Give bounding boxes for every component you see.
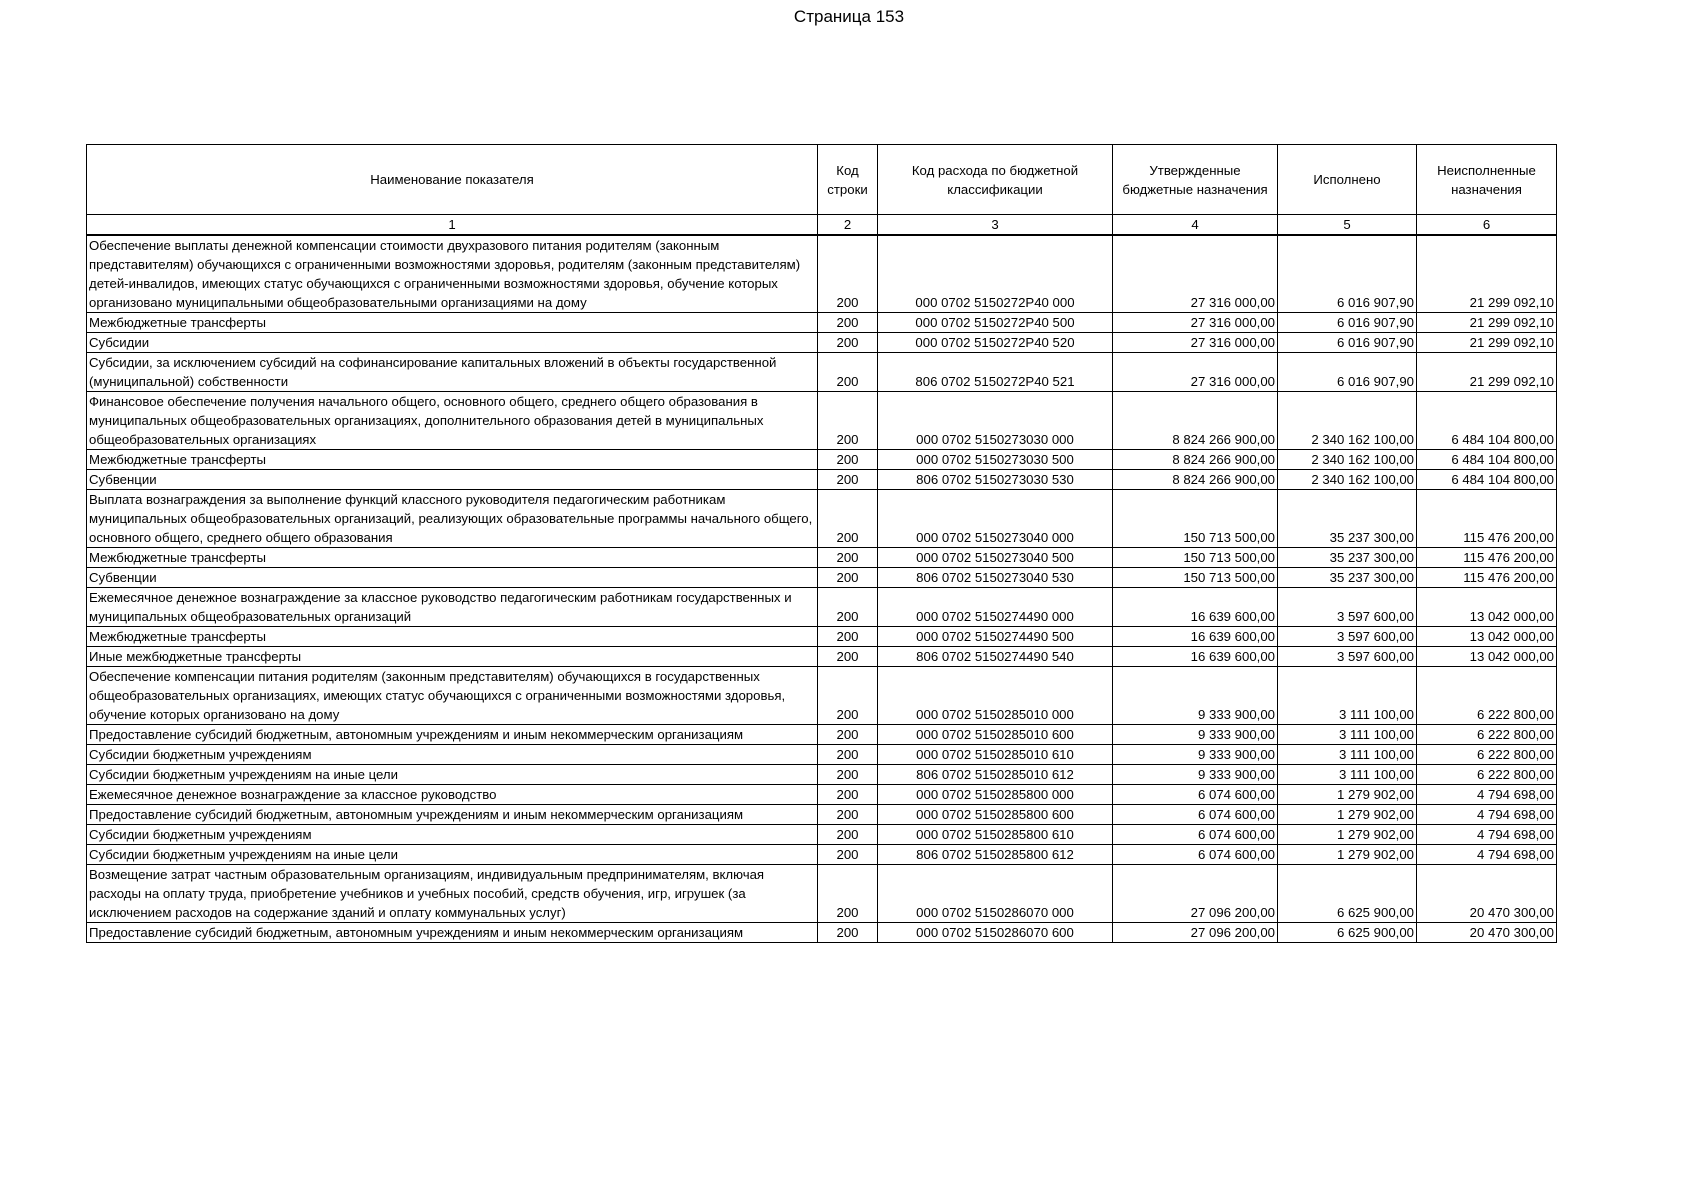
row-code: 200 <box>818 647 878 667</box>
row-unexecuted-amount: 4 794 698,00 <box>1417 785 1557 805</box>
row-code: 200 <box>818 825 878 845</box>
row-approved-amount: 6 074 600,00 <box>1113 845 1278 865</box>
row-unexecuted-amount: 115 476 200,00 <box>1417 568 1557 588</box>
row-budget-code: 806 0702 5150273030 530 <box>878 470 1113 490</box>
row-executed-amount: 3 597 600,00 <box>1278 627 1417 647</box>
table-row <box>87 490 1557 548</box>
row-unexecuted-amount: 6 484 104 800,00 <box>1417 450 1557 470</box>
row-code: 200 <box>818 568 878 588</box>
row-executed-amount: 1 279 902,00 <box>1278 805 1417 825</box>
table-row <box>87 845 1557 865</box>
row-budget-code: 000 0702 5150273040 500 <box>878 548 1113 568</box>
row-executed-amount: 6 016 907,90 <box>1278 333 1417 353</box>
row-code: 200 <box>818 765 878 785</box>
row-executed-amount: 6 016 907,90 <box>1278 235 1417 313</box>
row-approved-amount: 8 824 266 900,00 <box>1113 470 1278 490</box>
table-row <box>87 588 1557 627</box>
row-executed-amount: 6 016 907,90 <box>1278 353 1417 392</box>
row-approved-amount: 9 333 900,00 <box>1113 745 1278 765</box>
row-budget-code: 000 0702 5150285010 610 <box>878 745 1113 765</box>
page-title: Страница 153 <box>793 7 905 26</box>
row-executed-amount: 3 111 100,00 <box>1278 765 1417 785</box>
row-unexecuted-amount: 6 484 104 800,00 <box>1417 470 1557 490</box>
row-indicator-name: Предоставление субсидий бюджетным, автономным учреждениям и иным некоммерческим организациям <box>87 923 818 943</box>
row-executed-amount: 3 111 100,00 <box>1278 725 1417 745</box>
row-budget-code: 000 0702 5150285800 600 <box>878 805 1113 825</box>
column-number: 2 <box>818 215 878 236</box>
row-approved-amount: 16 639 600,00 <box>1113 588 1278 627</box>
row-budget-code: 000 0702 5150274490 000 <box>878 588 1113 627</box>
row-unexecuted-amount: 13 042 000,00 <box>1417 627 1557 647</box>
row-approved-amount: 6 074 600,00 <box>1113 825 1278 845</box>
row-budget-code: 000 0702 5150272P40 500 <box>878 313 1113 333</box>
row-indicator-name: Предоставление субсидий бюджетным, автономным учреждениям и иным некоммерческим организациям <box>87 805 818 825</box>
row-unexecuted-amount: 6 222 800,00 <box>1417 765 1557 785</box>
row-approved-amount: 16 639 600,00 <box>1113 627 1278 647</box>
row-unexecuted-amount: 6 222 800,00 <box>1417 745 1557 765</box>
row-executed-amount: 6 625 900,00 <box>1278 923 1417 943</box>
row-unexecuted-amount: 21 299 092,10 <box>1417 353 1557 392</box>
row-indicator-name: Межбюджетные трансферты <box>87 313 818 333</box>
row-approved-amount: 6 074 600,00 <box>1113 805 1278 825</box>
row-code: 200 <box>818 745 878 765</box>
budget-execution-table <box>86 144 1557 943</box>
row-budget-code: 000 0702 5150273030 500 <box>878 450 1113 470</box>
row-code: 200 <box>818 450 878 470</box>
row-approved-amount: 150 713 500,00 <box>1113 490 1278 548</box>
row-indicator-name: Субсидии, за исключением субсидий на софинансирование капитальных вложений в объекты государственной (муниципальной) собственности <box>87 353 818 392</box>
row-code: 200 <box>818 845 878 865</box>
column-number: 6 <box>1417 215 1557 236</box>
row-indicator-name: Субсидии бюджетным учреждениям на иные цели <box>87 845 818 865</box>
table-row <box>87 568 1557 588</box>
row-executed-amount: 35 237 300,00 <box>1278 490 1417 548</box>
table-row <box>87 785 1557 805</box>
row-indicator-name: Субсидии <box>87 333 818 353</box>
row-indicator-name: Субсидии бюджетным учреждениям <box>87 825 818 845</box>
column-number: 3 <box>878 215 1113 236</box>
table-row <box>87 450 1557 470</box>
row-indicator-name: Межбюджетные трансферты <box>87 548 818 568</box>
row-code: 200 <box>818 333 878 353</box>
header-row-code: Код строки <box>818 145 878 215</box>
column-number: 1 <box>87 215 818 236</box>
row-executed-amount: 3 597 600,00 <box>1278 647 1417 667</box>
row-unexecuted-amount: 115 476 200,00 <box>1417 490 1557 548</box>
header-approved: Утвержденные бюджетные назначения <box>1113 145 1278 215</box>
row-budget-code: 000 0702 5150285010 000 <box>878 667 1113 725</box>
row-budget-code: 806 0702 5150273040 530 <box>878 568 1113 588</box>
row-executed-amount: 3 597 600,00 <box>1278 588 1417 627</box>
row-indicator-name: Ежемесячное денежное вознаграждение за классное руководство <box>87 785 818 805</box>
row-code: 200 <box>818 548 878 568</box>
row-approved-amount: 9 333 900,00 <box>1113 667 1278 725</box>
header-executed: Исполнено <box>1278 145 1417 215</box>
row-indicator-name: Обеспечение компенсации питания родителям (законным представителям) обучающихся в государственных общеобразовательных организациях, имеющих статус обучающихся с ограниченными возможностями здоровья, обучение которых организовано на дому <box>87 667 818 725</box>
table-row <box>87 667 1557 725</box>
row-executed-amount: 1 279 902,00 <box>1278 845 1417 865</box>
table-row <box>87 470 1557 490</box>
row-executed-amount: 1 279 902,00 <box>1278 785 1417 805</box>
row-budget-code: 000 0702 5150285010 600 <box>878 725 1113 745</box>
row-indicator-name: Возмещение затрат частным образовательным организациям, индивидуальным предпринимателям, включая расходы на оплату труда, приобретение учебников и учебных пособий, средств обучения, игр, игрушек (за исключением расходов на содержание зданий и оплату коммунальных услуг) <box>87 865 818 923</box>
row-code: 200 <box>818 313 878 333</box>
table-row <box>87 865 1557 923</box>
row-approved-amount: 6 074 600,00 <box>1113 785 1278 805</box>
row-executed-amount: 3 111 100,00 <box>1278 745 1417 765</box>
row-code: 200 <box>818 725 878 745</box>
row-code: 200 <box>818 805 878 825</box>
table-row <box>87 392 1557 450</box>
table-row <box>87 725 1557 745</box>
header-indicator-name: Наименование показателя <box>87 145 818 215</box>
row-indicator-name: Субсидии бюджетным учреждениям <box>87 745 818 765</box>
row-executed-amount: 3 111 100,00 <box>1278 667 1417 725</box>
row-indicator-name: Субвенции <box>87 470 818 490</box>
row-budget-code: 000 0702 5150286070 000 <box>878 865 1113 923</box>
table-row <box>87 745 1557 765</box>
row-unexecuted-amount: 6 222 800,00 <box>1417 725 1557 745</box>
row-code: 200 <box>818 392 878 450</box>
row-unexecuted-amount: 13 042 000,00 <box>1417 588 1557 627</box>
row-executed-amount: 2 340 162 100,00 <box>1278 450 1417 470</box>
row-executed-amount: 2 340 162 100,00 <box>1278 392 1417 450</box>
row-approved-amount: 9 333 900,00 <box>1113 765 1278 785</box>
table-row <box>87 333 1557 353</box>
row-code: 200 <box>818 667 878 725</box>
row-indicator-name: Иные межбюджетные трансферты <box>87 647 818 667</box>
row-approved-amount: 16 639 600,00 <box>1113 647 1278 667</box>
table-row <box>87 825 1557 845</box>
row-indicator-name: Выплата вознаграждения за выполнение функций классного руководителя педагогическим работникам муниципальных общеобразовательных организаций, реализующих образовательные программы начального общего, основного общего, среднего общего образования <box>87 490 818 548</box>
table-row <box>87 627 1557 647</box>
row-code: 200 <box>818 588 878 627</box>
row-approved-amount: 27 096 200,00 <box>1113 923 1278 943</box>
row-code: 200 <box>818 235 878 313</box>
row-approved-amount: 27 316 000,00 <box>1113 313 1278 333</box>
row-executed-amount: 35 237 300,00 <box>1278 548 1417 568</box>
table-row <box>87 548 1557 568</box>
table-row <box>87 235 1557 313</box>
row-approved-amount: 27 096 200,00 <box>1113 865 1278 923</box>
row-budget-code: 000 0702 5150273040 000 <box>878 490 1113 548</box>
row-budget-code: 806 0702 5150274490 540 <box>878 647 1113 667</box>
table-row <box>87 805 1557 825</box>
row-unexecuted-amount: 13 042 000,00 <box>1417 647 1557 667</box>
row-code: 200 <box>818 353 878 392</box>
row-unexecuted-amount: 20 470 300,00 <box>1417 865 1557 923</box>
row-executed-amount: 1 279 902,00 <box>1278 825 1417 845</box>
row-executed-amount: 35 237 300,00 <box>1278 568 1417 588</box>
row-approved-amount: 9 333 900,00 <box>1113 725 1278 745</box>
table-row <box>87 765 1557 785</box>
row-executed-amount: 2 340 162 100,00 <box>1278 470 1417 490</box>
row-indicator-name: Межбюджетные трансферты <box>87 450 818 470</box>
row-unexecuted-amount: 6 484 104 800,00 <box>1417 392 1557 450</box>
row-budget-code: 000 0702 5150285800 000 <box>878 785 1113 805</box>
row-approved-amount: 150 713 500,00 <box>1113 568 1278 588</box>
row-budget-code: 000 0702 5150273030 000 <box>878 392 1113 450</box>
row-budget-code: 000 0702 5150285800 610 <box>878 825 1113 845</box>
row-unexecuted-amount: 4 794 698,00 <box>1417 805 1557 825</box>
row-unexecuted-amount: 21 299 092,10 <box>1417 313 1557 333</box>
row-unexecuted-amount: 115 476 200,00 <box>1417 548 1557 568</box>
row-indicator-name: Обеспечение выплаты денежной компенсации стоимости двухразового питания родителям (законным представителям) обучающихся с ограниченными возможностями здоровья, родителям (законным представителям) детей-инвалидов, имеющих статус обучающихся с ограниченными возможностями здоровья, обучение которых организовано муниципальными общеобразовательными организациями на дому <box>87 235 818 313</box>
row-indicator-name: Предоставление субсидий бюджетным, автономным учреждениям и иным некоммерческим организациям <box>87 725 818 745</box>
row-approved-amount: 27 316 000,00 <box>1113 333 1278 353</box>
row-code: 200 <box>818 490 878 548</box>
row-code: 200 <box>818 785 878 805</box>
row-unexecuted-amount: 21 299 092,10 <box>1417 235 1557 313</box>
header-unexecuted: Неисполненные назначения <box>1417 145 1557 215</box>
row-indicator-name: Межбюджетные трансферты <box>87 627 818 647</box>
row-unexecuted-amount: 4 794 698,00 <box>1417 825 1557 845</box>
table-row <box>87 313 1557 333</box>
row-indicator-name: Финансовое обеспечение получения начального общего, основного общего, среднего общего образования в муниципальных общеобразовательных организациях, дополнительного образования детей в муниципальных общеобразовательных организациях <box>87 392 818 450</box>
row-indicator-name: Ежемесячное денежное вознаграждение за классное руководство педагогическим работникам государственных и муниципальных общеобразовательных организаций <box>87 588 818 627</box>
row-unexecuted-amount: 4 794 698,00 <box>1417 845 1557 865</box>
row-executed-amount: 6 016 907,90 <box>1278 313 1417 333</box>
row-executed-amount: 6 625 900,00 <box>1278 865 1417 923</box>
row-approved-amount: 8 824 266 900,00 <box>1113 450 1278 470</box>
row-budget-code: 806 0702 5150285010 612 <box>878 765 1113 785</box>
row-budget-code: 806 0702 5150285800 612 <box>878 845 1113 865</box>
row-approved-amount: 8 824 266 900,00 <box>1113 392 1278 450</box>
table-row <box>87 647 1557 667</box>
row-budget-code: 806 0702 5150272P40 521 <box>878 353 1113 392</box>
row-approved-amount: 27 316 000,00 <box>1113 235 1278 313</box>
table-row <box>87 923 1557 943</box>
row-budget-code: 000 0702 5150272P40 520 <box>878 333 1113 353</box>
row-code: 200 <box>818 865 878 923</box>
row-unexecuted-amount: 20 470 300,00 <box>1417 923 1557 943</box>
row-budget-code: 000 0702 5150274490 500 <box>878 627 1113 647</box>
row-approved-amount: 27 316 000,00 <box>1113 353 1278 392</box>
row-code: 200 <box>818 923 878 943</box>
row-indicator-name: Субсидии бюджетным учреждениям на иные цели <box>87 765 818 785</box>
row-indicator-name: Субвенции <box>87 568 818 588</box>
row-unexecuted-amount: 6 222 800,00 <box>1417 667 1557 725</box>
column-number: 4 <box>1113 215 1278 236</box>
column-number: 5 <box>1278 215 1417 236</box>
row-budget-code: 000 0702 5150286070 600 <box>878 923 1113 943</box>
table-body <box>87 235 1557 943</box>
row-approved-amount: 150 713 500,00 <box>1113 548 1278 568</box>
row-code: 200 <box>818 470 878 490</box>
row-budget-code: 000 0702 5150272P40 000 <box>878 235 1113 313</box>
header-budget-classification-code: Код расхода по бюджетной классификации <box>878 145 1113 215</box>
row-unexecuted-amount: 21 299 092,10 <box>1417 333 1557 353</box>
row-code: 200 <box>818 627 878 647</box>
table-row <box>87 353 1557 392</box>
